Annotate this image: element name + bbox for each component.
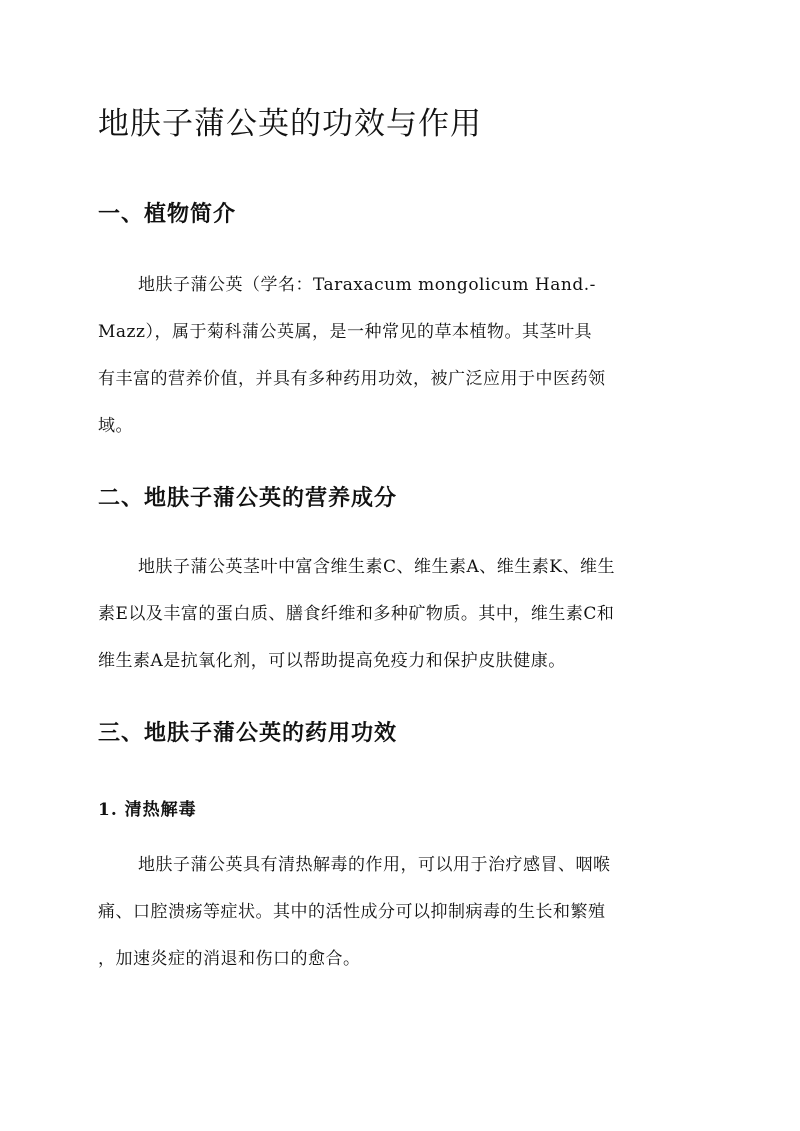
paragraph-line: 有丰富的营养价值，并具有多种药用功效，被广泛应用于中医药领 [98, 369, 606, 389]
paragraph-line: 痛、口腔溃疡等症状。其中的活性成分可以抑制病毒的生长和繁殖 [98, 902, 606, 922]
paragraph-line: 地肤子蒲公英（学名：Taraxacum mongolicum Hand.- [138, 275, 596, 295]
paragraph-line: 素E以及丰富的蛋白质、膳食纤维和多种矿物质。其中，维生素C和 [98, 604, 615, 624]
paragraph-line: ，加速炎症的消退和伤口的愈合。 [98, 949, 361, 969]
paragraph-line: 域。 [98, 416, 133, 436]
section-heading-medicinal: 三、地肤子蒲公英的药用功效 [98, 720, 398, 746]
paragraph-line: 地肤子蒲公英具有清热解毒的作用，可以用于治疗感冒、咽喉 [138, 855, 611, 875]
paragraph-line: Mazz），属于菊科蒲公英属，是一种常见的草本植物。其茎叶具 [98, 322, 592, 342]
paragraph-line: 维生素A是抗氧化剂，可以帮助提高免疫力和保护皮肤健康。 [98, 651, 566, 671]
section-heading-nutrition: 二、地肤子蒲公英的营养成分 [98, 485, 398, 511]
subsection-heading-detox: 1. 清热解毒 [98, 800, 197, 820]
paragraph-nutrition [98, 544, 704, 685]
paragraph-detox [98, 842, 704, 983]
document-title: 地肤子蒲公英的功效与作用 [98, 106, 482, 142]
paragraph-plant-intro [98, 262, 704, 450]
section-heading-plant-intro: 一、植物简介 [98, 201, 237, 227]
paragraph-line: 地肤子蒲公英茎叶中富含维生素C、维生素A、维生素K、维生 [138, 557, 615, 577]
